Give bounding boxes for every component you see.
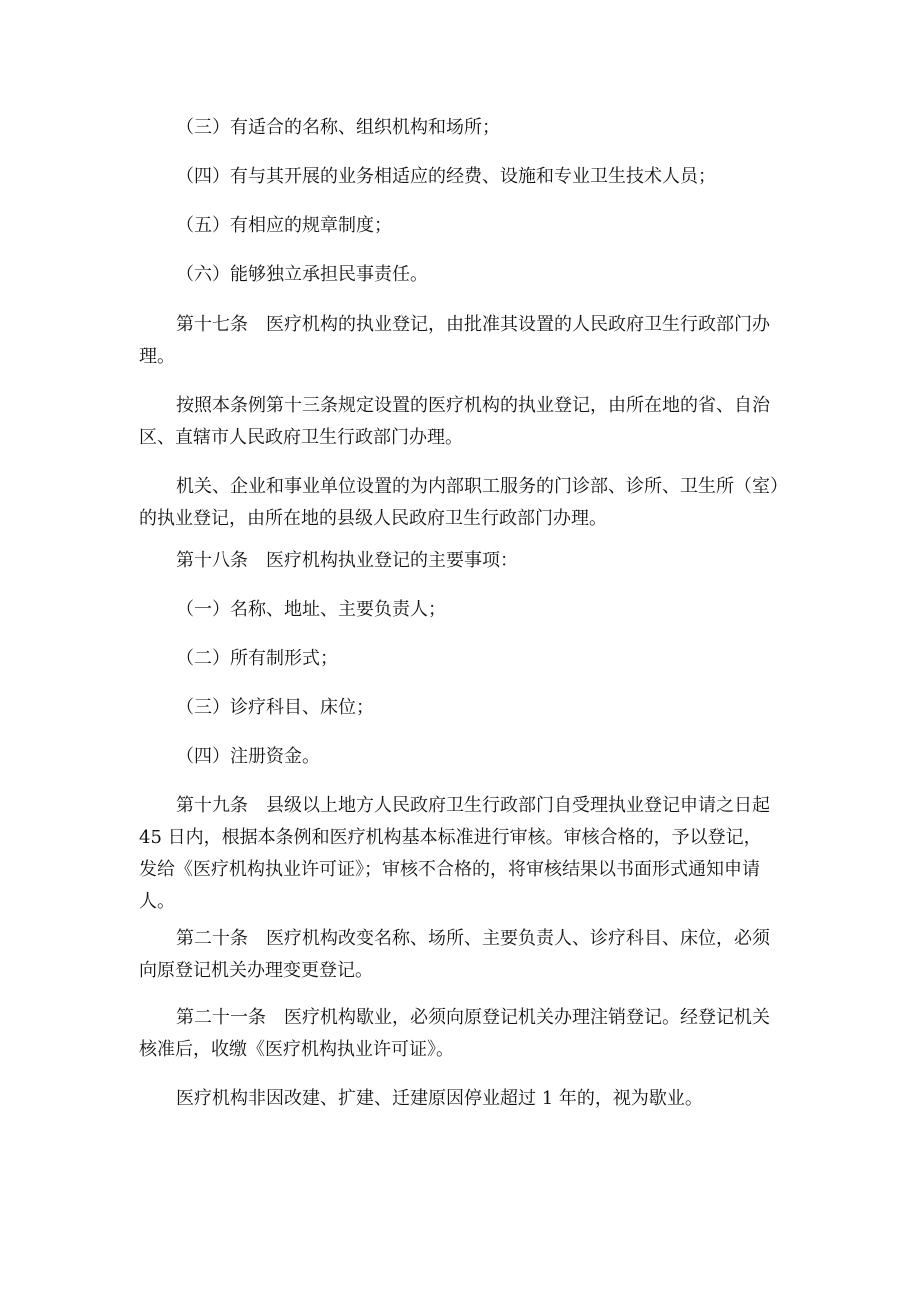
article-19-line-4: 人。 <box>139 891 175 912</box>
article-21-line-1: 第二十一条 医疗机构歇业，必须向原登记机关办理注销登记。经登记机关 <box>176 1007 770 1028</box>
article-17-line-2: 理。 <box>139 346 175 367</box>
list-item-5: （五）有相应的规章制度； <box>176 215 392 236</box>
article-21-line-2: 核准后，收缴《医疗机构执业许可证》。 <box>139 1039 454 1060</box>
article-19-paragraph <box>139 790 796 918</box>
article-21-paragraph <box>139 1002 796 1066</box>
article-18-item-2: （二）所有制形式； <box>176 648 338 669</box>
article-17-line-1: 第十七条 医疗机构的执业登记，由批准其设置的人民政府卫生行政部门办 <box>176 314 770 335</box>
article-19-line-1: 第十九条 县级以上地方人民政府卫生行政部门自受理执业登记申请之日起 <box>176 795 770 816</box>
article-17-p2-line-1: 按照本条例第十三条规定设置的医疗机构的执业登记，由所在地的省、自治 <box>176 395 770 416</box>
article-19-line-2: 45 日内，根据本条例和医疗机构基本标准进行审核。审核合格的，予以登记， <box>139 827 762 848</box>
article-18-item-1: （一）名称、地址、主要负责人； <box>176 599 446 620</box>
article-18-heading: 第十八条 医疗机构执业登记的主要事项： <box>176 550 518 571</box>
list-item-3: （三）有适合的名称、组织机构和场所； <box>176 117 500 138</box>
article-19-line-3: 发给《医疗机构执业许可证》；审核不合格的，将审核结果以书面形式通知申请 <box>139 859 760 880</box>
article-17-p2-line-2: 区、直辖市人民政府卫生行政部门办理。 <box>139 427 463 448</box>
article-17-paragraph <box>139 309 796 373</box>
article-20-line-2: 向原登记机关办理变更登记。 <box>139 960 373 981</box>
article-20-line-1: 第二十条 医疗机构改变名称、场所、主要负责人、诊疗科目、床位，必须 <box>176 928 770 949</box>
article-17-paragraph-2 <box>139 390 796 454</box>
list-item-4: （四）有与其开展的业务相适应的经费、设施和专业卫生技术人员； <box>176 166 716 187</box>
article-18-item-4: （四）注册资金。 <box>176 746 320 767</box>
article-21-paragraph-2: 医疗机构非因改建、扩建、迁建原因停业超过 1 年的，视为歇业。 <box>176 1088 703 1109</box>
list-item-6: （六）能够独立承担民事责任。 <box>176 264 428 285</box>
article-18-item-3: （三）诊疗科目、床位； <box>176 697 374 718</box>
article-17-paragraph-3 <box>139 471 796 535</box>
article-20-paragraph <box>139 923 796 987</box>
article-17-p3-line-2: 的执业登记，由所在地的县级人民政府卫生行政部门办理。 <box>139 508 607 529</box>
article-17-p3-line-1: 机关、企业和事业单位设置的为内部职工服务的门诊部、诊所、卫生所（室） <box>176 476 788 497</box>
